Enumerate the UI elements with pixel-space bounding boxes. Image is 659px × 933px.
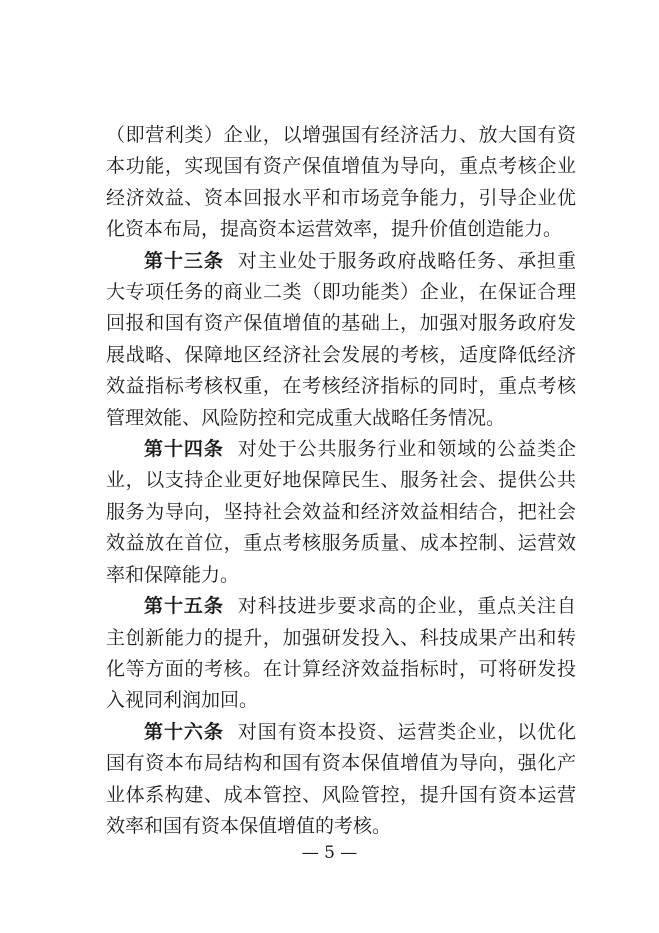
body-text: [106, 120, 576, 842]
paragraph-text: 对国有资本投资、运营类企业，以优化国有资本布局结构和国有资本保值增值为导向，强化产业体系构建、成本管控、风险管控，提升国有资本运营效率和国有资本保值增值的考核。: [106, 720, 576, 837]
paragraph-text: （即营利类）企业，以增强国有经济活力、放大国有资本功能，实现国有资产保值增值为导向，重点考核企业经济效益、资本回报水平和市场竞争能力，引导企业优化资本布局，提高资本运营效率，提升价值创造能力。: [106, 124, 576, 241]
paragraph-article-15: [106, 591, 576, 717]
article-number: 第十四条: [144, 438, 224, 461]
paragraph-article-13: [106, 246, 576, 434]
paragraph-text: 对主业处于服务政府战略任务、承担重大专项任务的商业二类（即功能类）企业，在保证合理回报和国有资产保值增值的基础上，加强对服务政府发展战略、保障地区经济社会发展的考核，适度降低经济效益指标考核权重，在考核经济指标的同时，重点考核管理效能、风险防控和完成重大战略任务情况。: [106, 249, 576, 429]
article-number: 第十三条: [144, 249, 224, 272]
paragraph-article-16: [106, 717, 576, 843]
page-number: — 5 —: [301, 843, 358, 863]
paragraph-article-14: [106, 434, 576, 591]
paragraph-text: 对科技进步要求高的企业，重点关注自主创新能力的提升，加强研发投入、科技成果产出和转化等方面的考核。在计算经济效益指标时，可将研发投入视同利润加回。: [106, 595, 576, 712]
paragraph-continuation: [106, 120, 576, 246]
article-number: 第十六条: [144, 720, 224, 743]
paragraph-text: 对处于公共服务行业和领域的公益类企业，以支持企业更好地保障民生、服务社会、提供公共服务为导向，坚持社会效益和经济效益相结合，把社会效益放在首位，重点考核服务质量、成本控制、运营效率和保障能力。: [106, 438, 576, 586]
article-number: 第十五条: [144, 595, 224, 618]
